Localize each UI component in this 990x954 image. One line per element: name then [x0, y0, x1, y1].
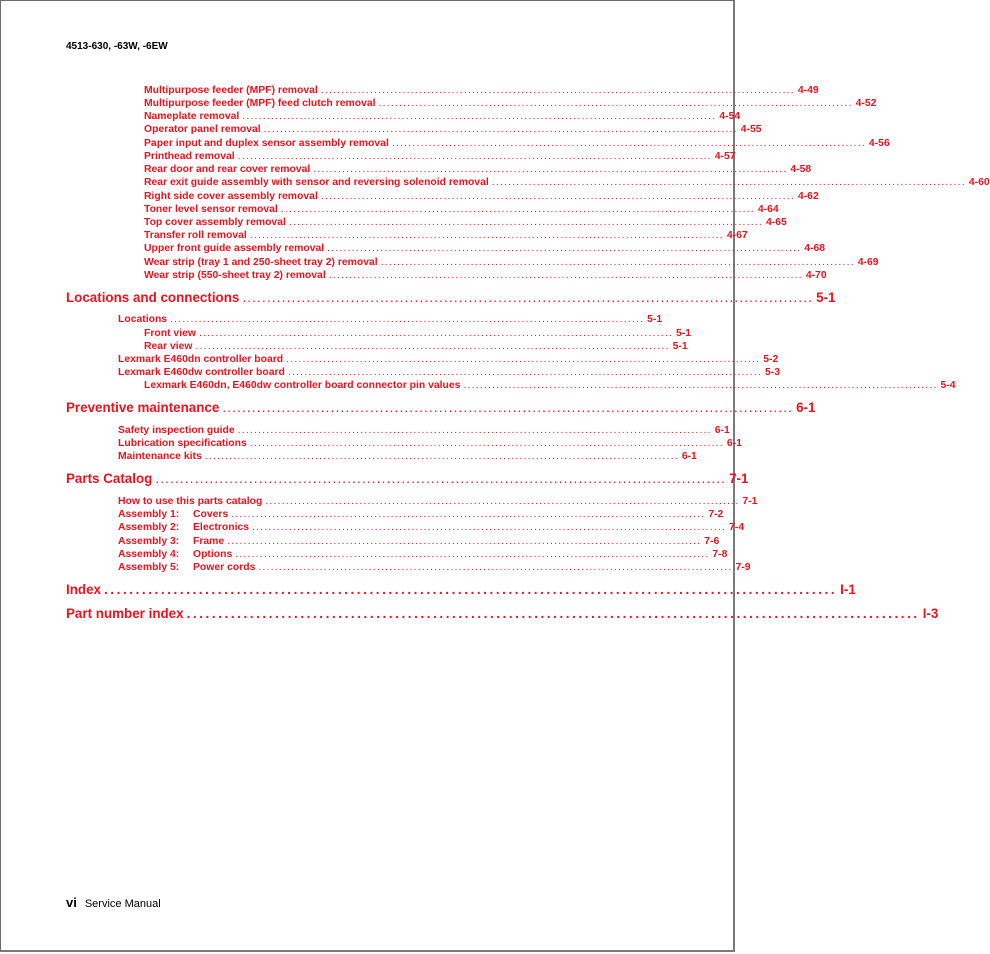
toc-entry[interactable] — [118, 438, 742, 451]
toc-page: 4-58 — [790, 164, 812, 175]
toc-label: Front view — [144, 328, 196, 339]
toc-page: 4-65 — [765, 217, 787, 228]
dot-leader: .................................................................................................................... — [288, 217, 763, 228]
dot-leader: .................................................................................................................... — [287, 367, 762, 378]
dot-leader: .................................................................................................................... — [463, 380, 938, 391]
toc-page: I-1 — [840, 582, 856, 597]
toc-label: Wear strip (550-sheet tray 2) removal — [144, 270, 326, 281]
toc-label: How to use this parts catalog — [118, 496, 263, 507]
toc-entry[interactable] — [144, 191, 819, 204]
toc-entry[interactable] — [144, 98, 877, 111]
toc-page: 5-3 — [764, 367, 780, 378]
toc-page: 5-4 — [940, 380, 956, 391]
dot-leader: .................................................................................................................... — [198, 328, 674, 339]
dot-leader: .................................................................................................................... — [491, 177, 966, 188]
toc-page: 4-55 — [740, 124, 762, 135]
toc-entry[interactable] — [144, 124, 762, 137]
toc-entry[interactable] — [118, 314, 663, 327]
toc-page: 5-1 — [816, 290, 836, 305]
dot-leader: .................................................................................................................... — [103, 582, 838, 597]
toc-entry[interactable] — [144, 230, 748, 243]
footer-page-number: vi — [66, 895, 77, 910]
toc-label: Operator panel removal — [144, 124, 261, 135]
dot-leader: .................................................................................................................... — [378, 98, 853, 109]
toc-page: 4-57 — [714, 151, 736, 162]
footer-title: Service Manual — [84, 898, 161, 910]
toc-entry[interactable] — [118, 425, 730, 438]
assembly-number: Assembly 5: — [118, 562, 180, 573]
toc-page: 5-1 — [647, 314, 663, 325]
toc-page: 4-67 — [726, 230, 748, 241]
toc-page: 4-69 — [857, 257, 879, 268]
assembly-name: Power cords — [193, 562, 256, 573]
toc-page: 5-2 — [763, 354, 779, 365]
dot-leader: .................................................................................................................... — [237, 425, 712, 436]
dot-leader: .................................................................................................................... — [280, 204, 755, 215]
toc-label: Right side cover assembly removal — [144, 191, 318, 202]
toc-page: 7-6 — [704, 536, 720, 547]
dot-leader: .................................................................................................................... — [186, 606, 920, 621]
dot-leader: .................................................................................................................... — [258, 562, 733, 573]
toc-label — [118, 536, 224, 547]
toc-entry[interactable] — [144, 217, 787, 230]
toc-label — [118, 562, 255, 573]
toc-label: Lexmark E460dn, E460dw controller board connector pin values — [144, 380, 461, 391]
toc-label: Nameplate removal — [144, 111, 240, 122]
toc-entry[interactable] — [144, 257, 879, 270]
toc-label: Toner level sensor removal — [144, 204, 278, 215]
toc-chapter-label: Index — [66, 582, 101, 597]
toc-label: Paper input and duplex sensor assembly removal — [144, 138, 389, 149]
toc-label: Rear door and rear cover removal — [144, 164, 311, 175]
dot-leader: .................................................................................................................... — [155, 471, 727, 486]
toc-page: 4-54 — [719, 111, 741, 122]
toc-page: 4-52 — [855, 98, 877, 109]
toc-label — [118, 509, 228, 520]
toc-entry[interactable] — [118, 496, 758, 509]
toc-page: 7-2 — [708, 509, 724, 520]
toc-page: 7-9 — [735, 562, 751, 573]
dot-leader: .................................................................................................................... — [242, 290, 814, 305]
toc-entry[interactable] — [144, 164, 812, 177]
toc-entry[interactable] — [118, 562, 751, 575]
toc-label — [118, 549, 232, 560]
dot-leader: .................................................................................................................... — [265, 496, 740, 507]
toc-chapter-label: Locations and connections — [66, 290, 240, 305]
toc-chapter-label: Part number index — [66, 606, 184, 621]
dot-leader: .................................................................................................................... — [286, 354, 761, 365]
dot-leader: .................................................................................................................... — [327, 243, 802, 254]
dot-leader: .................................................................................................................... — [222, 400, 794, 415]
dot-leader: .................................................................................................................... — [328, 270, 803, 281]
toc-entry[interactable] — [144, 85, 819, 98]
toc-label: Transfer roll removal — [144, 230, 247, 241]
dot-leader: .................................................................................................................... — [249, 230, 724, 241]
assembly-name: Electronics — [193, 522, 250, 533]
toc-page: 4-49 — [797, 85, 819, 96]
toc-page: 6-1 — [714, 425, 730, 436]
dot-leader: .................................................................................................................... — [249, 438, 724, 449]
toc-label: Rear exit guide assembly with sensor and reversing solenoid removal — [144, 177, 489, 188]
dot-leader: .................................................................................................................... — [195, 341, 670, 352]
toc-chapter-entry[interactable] — [66, 400, 816, 415]
toc-page: 7-4 — [729, 522, 745, 533]
toc-chapter-entry[interactable] — [66, 471, 749, 486]
toc-entry[interactable] — [118, 354, 779, 367]
toc-entry[interactable] — [144, 380, 956, 393]
toc-label: Lexmark E460dn controller board — [118, 354, 284, 365]
toc-label: Printhead removal — [144, 151, 235, 162]
toc-entry[interactable] — [118, 522, 745, 535]
toc-entry[interactable] — [144, 111, 741, 124]
toc-entry[interactable] — [144, 151, 736, 164]
toc-page: 4-56 — [868, 138, 890, 149]
dot-leader: .................................................................................................................... — [320, 85, 795, 96]
toc-page: 6-1 — [726, 438, 742, 449]
toc-label: Locations — [118, 314, 168, 325]
toc-entry[interactable] — [144, 328, 692, 341]
toc-entry[interactable] — [144, 270, 827, 283]
toc-label — [118, 522, 249, 533]
dot-leader: .................................................................................................................... — [313, 164, 788, 175]
toc-chapter-label: Preventive maintenance — [66, 400, 220, 415]
dot-leader: .................................................................................................................... — [391, 138, 866, 149]
dot-leader: .................................................................................................................... — [252, 522, 727, 533]
toc-label: Safety inspection guide — [118, 425, 235, 436]
toc-label: Lexmark E460dw controller board — [118, 367, 285, 378]
toc-entry[interactable] — [118, 509, 724, 522]
assembly-number: Assembly 4: — [118, 549, 180, 560]
dot-leader: .................................................................................................................... — [170, 314, 645, 325]
dot-leader: .................................................................................................................... — [227, 536, 702, 547]
toc-entry[interactable] — [118, 451, 697, 464]
dot-leader: .................................................................................................................... — [320, 191, 795, 202]
toc-entry[interactable] — [118, 536, 720, 549]
toc-entry[interactable] — [144, 138, 890, 151]
toc-page: 4-64 — [757, 204, 779, 215]
toc-entry[interactable] — [144, 243, 826, 256]
toc-page: 7-8 — [712, 549, 728, 560]
toc-label: Rear view — [144, 341, 193, 352]
assembly-number: Assembly 1: — [118, 509, 180, 520]
toc-page: 5-1 — [672, 341, 688, 352]
toc-label: Multipurpose feeder (MPF) removal — [144, 85, 318, 96]
assembly-number: Assembly 2: — [118, 522, 180, 533]
toc-page: 4-68 — [804, 243, 826, 254]
toc-entry[interactable] — [144, 177, 990, 190]
toc-chapter-entry[interactable] — [66, 582, 856, 597]
toc-entry[interactable] — [118, 549, 728, 562]
toc-chapter-label: Parts Catalog — [66, 471, 153, 486]
toc-label: Lubrication specifications — [118, 438, 247, 449]
toc-entry[interactable] — [144, 204, 779, 217]
toc-page: 4-70 — [805, 270, 827, 281]
toc-chapter-entry[interactable] — [66, 606, 939, 621]
toc-label: Multipurpose feeder (MPF) feed clutch removal — [144, 98, 376, 109]
toc-label: Maintenance kits — [118, 451, 202, 462]
toc-page: 5-1 — [676, 328, 692, 339]
toc-entry[interactable] — [144, 341, 688, 354]
dot-leader: .................................................................................................................... — [204, 451, 679, 462]
dot-leader: .................................................................................................................... — [231, 509, 706, 520]
toc-page: 4-62 — [797, 191, 819, 202]
dot-leader: .................................................................................................................... — [263, 124, 738, 135]
assembly-number: Assembly 3: — [118, 536, 180, 547]
toc-label: Wear strip (tray 1 and 250-sheet tray 2) removal — [144, 257, 378, 268]
toc-label: Top cover assembly removal — [144, 217, 286, 228]
assembly-name: Covers — [193, 509, 229, 520]
page-footer — [66, 895, 161, 910]
toc-page: 6-1 — [681, 451, 697, 462]
assembly-name: Options — [193, 549, 233, 560]
dot-leader: .................................................................................................................... — [380, 257, 855, 268]
dot-leader: .................................................................................................................... — [237, 151, 712, 162]
dot-leader: .................................................................................................................... — [242, 111, 717, 122]
toc-page: 7-1 — [742, 496, 758, 507]
toc-entry[interactable] — [118, 367, 780, 380]
toc-page: 7-1 — [729, 471, 749, 486]
toc-label: Upper front guide assembly removal — [144, 243, 325, 254]
toc-page: I-3 — [922, 606, 939, 621]
page-header: 4513-630, -63W, -6EW — [66, 41, 168, 52]
assembly-name: Frame — [193, 536, 225, 547]
dot-leader: .................................................................................................................... — [235, 549, 710, 560]
toc-chapter-entry[interactable] — [66, 290, 836, 305]
toc-page: 6-1 — [796, 400, 816, 415]
toc-page: 4-60 — [968, 177, 990, 188]
